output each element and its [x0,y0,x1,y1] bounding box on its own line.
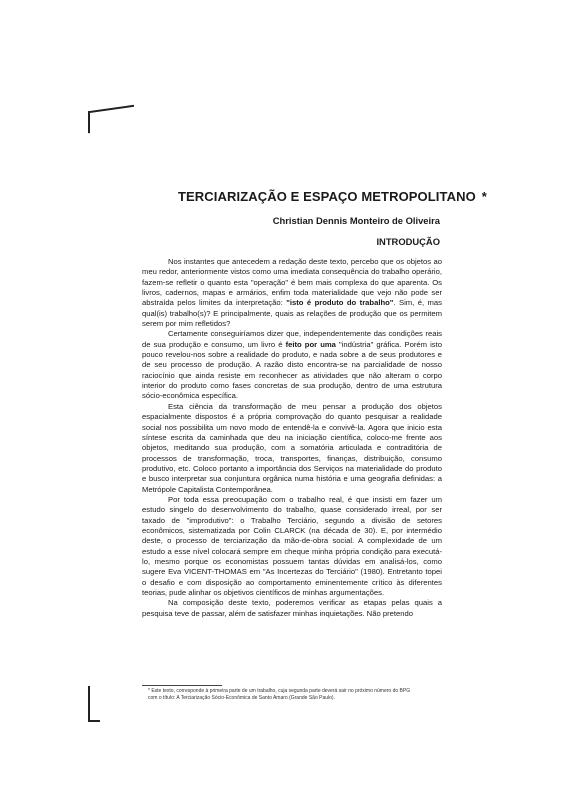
top-corner-mark [88,105,134,133]
footnote: * Este texto, corresponde à primeira parte de um trabalho, cuja segunda parte deverá sair no próximo número do BPG com o título: A Terciarização Sócio-Econômica de Santo Amaro (Grande São Paulo). [148,688,411,701]
paragraph [142,495,442,598]
paragraph [142,402,442,495]
paragraph [142,329,442,401]
footnote-divider [142,685,222,686]
paragraph [142,257,442,329]
paragraph-text: Certamente conseguiríamos dizer que, independentemente das condições reais de sua produção e consumo, um livro é [142,329,442,349]
paragraph-text: Esta ciência da transformação de meu pensar a produção dos objetos espacialmente dispostos é a própria comprovação do quanto pesquisar a realidade social nos possibilita um novo modo de entendê-la e convivê-la. Agora que inicio esta síntese escrita da caminhada que deu na iniciação científica, coloco-me frente aos objetos, meditando sua produção, com a somatória articulada e contraditória de processos de transformação, troca, transportes, finanças, distribuição, consumo produtivo, etc. Coloco portanto a importância dos Serviços na materialidade do produto e busco interpretar sua conjuntura orgânica numa história e uma geografia definidas: a Metrópole Capitalista Contemporânea. [142,401,442,494]
paragraph-text: Por toda essa preocupação com o trabalho real, é que insisti em fazer um estudo singelo do desenvolvimento do trabalho, quase considerado irreal, por ser taxado de "improdutivo": o Trabalho Terciário, segundo a divisão de setores econômicos, sistematizada por Colin CLARCK (na década de 30). E, por intermédio deste, o processo de terciarização da mão-de-obra social. A complexidade de um estudo a esse nível colocará sempre em cheque minha própria condição para executá-lo, mesmo porque os economistas possuem tantas dúvidas em analisá-los, como sugere Eva VICENT-THOMAS em "As Incertezas do Terciário" (1980). Entretanto topei o desafio e com disposição ao comportamento eminentemente crítico às diferentes teorias, pude alinhar os objetivos científicos de minhas argumentações. [142,494,442,597]
emphasized-text: "isto é produto do trabalho" [286,298,394,308]
paragraph [142,598,442,619]
author-name: Christian Dennis Monteiro de Oliveira [272,215,440,226]
section-heading: INTRODUÇÃO [376,236,440,247]
title-footnote-marker: * [481,189,487,204]
article-title [178,189,487,204]
paragraph-text: Na composição deste texto, poderemos verificar as etapas pelas quais a pesquisa teve de passar, além de satisfazer minhas inquietações. Não pretendo [142,598,442,618]
emphasized-text: feito por uma [285,339,336,349]
bottom-corner-mark [88,686,100,722]
title-text: TERCIARIZAÇÃO E ESPAÇO METROPOLITANO [178,189,476,204]
paragraph-text: "indústria" gráfica. Porém isto pouco revelou-nos sobre a realidade do produto, e nada sobre a de seus produtores e de seu processo de produção. A razão disto encontra-se na parcialidade de nosso raciocínio que ainda resiste em reconhecer as atividades que não alteram o corpo interior do produto como fases concretas de sua produção, dentro de uma estrutura sócio-econômica específica. [142,339,442,401]
body-text [142,257,442,619]
paragraph-text: . Sim, é, mas qual(is) trabalho(s)? E principalmente, quais as relações de produção que os permitem serem por mim refletidos? [142,298,442,329]
paragraph-text: Nos instantes que antecedem a redação deste texto, percebo que os objetos ao meu redor, anteriormente vistos como uma imediata consequência do trabalho operário, fazem-se refletir o quanto esta "operação" é bem mais complexa do que aparenta. Os livros, cadernos, mapas e armários, enfim toda materialidade que vejo não pode ser abstraída pelos limites da interpretação: [142,257,442,308]
